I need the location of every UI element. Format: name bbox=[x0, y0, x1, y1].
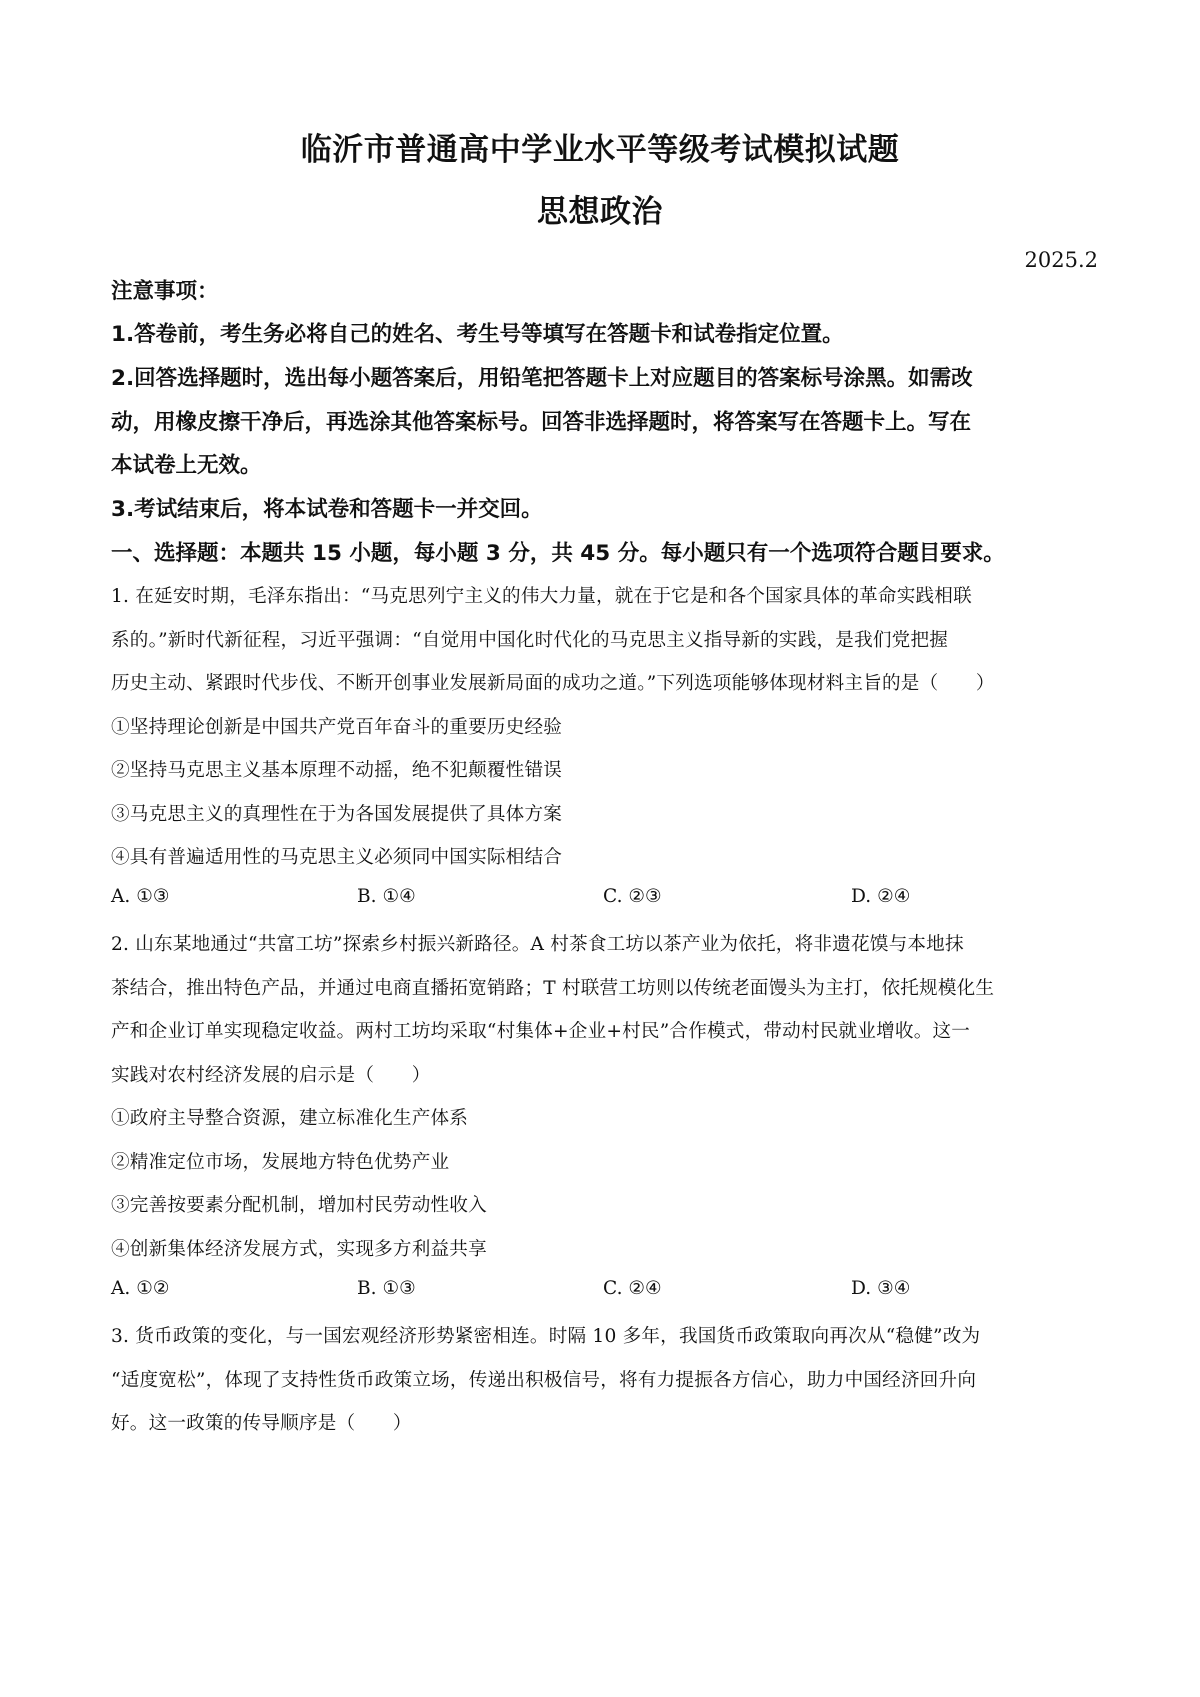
statement: ④具有普遍适用性的马克思主义必须同中国实际相结合 bbox=[111, 847, 563, 868]
question-stem-line: 茶结合，推出特色产品，并通过电商直播拓宽销路；T 村联营工坊则以传统老面馒头为主打，依托规模化生 bbox=[111, 978, 995, 999]
question-stem-line: 实践对农村经济发展的启示是（ ） bbox=[111, 1065, 431, 1086]
statement: ①坚持理论创新是中国共产党百年奋斗的重要历史经验 bbox=[111, 717, 563, 738]
option-b: B. ①③ bbox=[357, 1278, 416, 1299]
question-stem-line: 2. 山东某地通过“共富工坊”探索乡村振兴新路径。A 村茶食工坊以茶产业为依托，将非遗花馍与本地抹 bbox=[111, 934, 964, 955]
option-d: D. ③④ bbox=[851, 1278, 911, 1299]
notice-item: 3.考试结束后，将本试卷和答题卡一并交回。 bbox=[111, 497, 543, 522]
exam-date: 2025.2 bbox=[1024, 248, 1098, 272]
section-heading: 一、选择题：本题共 15 小题，每小题 3 分，共 45 分。每小题只有一个选项符合题目要求。 bbox=[111, 541, 1005, 566]
notice-item: 本试卷上无效。 bbox=[111, 453, 262, 478]
statement: ③完善按要素分配机制，增加村民劳动性收入 bbox=[111, 1195, 487, 1216]
option-c: C. ②③ bbox=[603, 886, 662, 907]
option-a: A. ①③ bbox=[111, 886, 170, 907]
statement: ②坚持马克思主义基本原理不动摇，绝不犯颠覆性错误 bbox=[111, 760, 563, 781]
question-stem-line: 历史主动、紧跟时代步伐、不断开创事业发展新局面的成功之道。”下列选项能够体现材料主旨的是（ ） bbox=[111, 673, 995, 694]
notice-item: 1.答卷前，考生务必将自己的姓名、考生号等填写在答题卡和试卷指定位置。 bbox=[111, 322, 844, 347]
question-stem-line: “适度宽松”，体现了支持性货币政策立场，传递出积极信号，将有力提振各方信心，助力中国经济回升向 bbox=[111, 1370, 977, 1391]
question-stem-line: 系的。”新时代新征程，习近平强调：“自觉用中国化时代化的马克思主义指导新的实践，是我们党把握 bbox=[111, 630, 949, 651]
option-d: D. ②④ bbox=[851, 886, 911, 907]
exam-title: 临沂市普通高中学业水平等级考试模拟试题 bbox=[300, 132, 900, 168]
option-c: C. ②④ bbox=[603, 1278, 662, 1299]
notice-item: 2.回答选择题时，选出每小题答案后，用铅笔把答题卡上对应题目的答案标号涂黑。如需改 bbox=[111, 366, 973, 391]
statement: ①政府主导整合资源，建立标准化生产体系 bbox=[111, 1108, 469, 1129]
statement: ③马克思主义的真理性在于为各国发展提供了具体方案 bbox=[111, 804, 563, 825]
option-a: A. ①② bbox=[111, 1278, 170, 1299]
statement: ④创新集体经济发展方式，实现多方利益共享 bbox=[111, 1239, 487, 1260]
question-stem-line: 3. 货币政策的变化，与一国宏观经济形势紧密相连。时隔 10 多年，我国货币政策取向再次从“稳健”改为 bbox=[111, 1326, 981, 1347]
question-stem-line: 好。这一政策的传导顺序是（ ） bbox=[111, 1413, 412, 1434]
option-b: B. ①④ bbox=[357, 886, 416, 907]
subject-title: 思想政治 bbox=[537, 194, 663, 230]
notice-heading: 注意事项： bbox=[111, 279, 219, 304]
question-stem-line: 产和企业订单实现稳定收益。两村工坊均采取“村集体+企业+村民”合作模式，带动村民就业增收。这一 bbox=[111, 1021, 971, 1042]
statement: ②精准定位市场，发展地方特色优势产业 bbox=[111, 1152, 450, 1173]
notice-item: 动，用橡皮擦干净后，再选涂其他答案标号。回答非选择题时，将答案写在答题卡上。写在 bbox=[111, 410, 972, 435]
question-stem-line: 1. 在延安时期，毛泽东指出：“马克思列宁主义的伟大力量，就在于它是和各个国家具体的革命实践相联 bbox=[111, 586, 972, 607]
